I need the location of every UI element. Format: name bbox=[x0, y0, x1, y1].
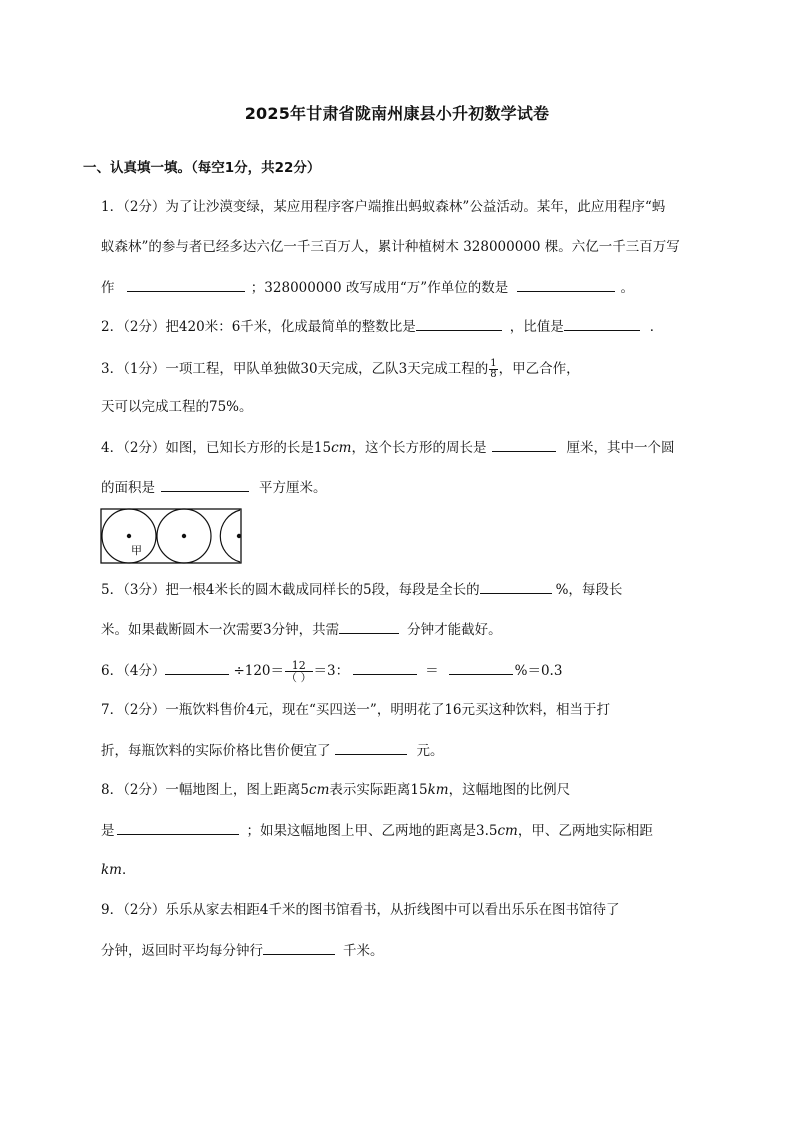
q8-text-d: 是 bbox=[101, 823, 115, 839]
q8-unit-3: cm bbox=[497, 823, 518, 839]
q8-unit-2: km bbox=[427, 782, 449, 798]
figure-svg bbox=[100, 508, 245, 564]
q9-line1: 9．（2分）乐乐从家去相距4千米的图书馆看书，从折线图中可以看出乐乐在图书馆待了 bbox=[101, 902, 620, 918]
q8-text-g: ． bbox=[121, 862, 136, 878]
q5-blank-1[interactable] bbox=[480, 580, 552, 594]
q1-text-b: ；328000000 改写成用“万”作单位的数是 bbox=[250, 280, 509, 296]
q5-text-c: 米。如果截断圆木一次需要3分钟，共需 bbox=[101, 622, 340, 638]
q6-text-a: 6．（4分） bbox=[101, 663, 166, 679]
q8-text-e: ；如果这幅地图上甲、乙两地的距离是3.5 bbox=[246, 823, 498, 839]
section-heading: 一、认真填一填。（每空1分，共22分） bbox=[83, 160, 321, 176]
q8-text-f: ，甲、乙两地实际相距 bbox=[517, 823, 653, 839]
q4-blank-1[interactable] bbox=[492, 438, 556, 452]
q1-text-a: 作 bbox=[101, 280, 115, 296]
q8-blank-1[interactable] bbox=[117, 821, 239, 835]
q6-frac-den: （ ） bbox=[286, 671, 312, 684]
q4-line1 bbox=[101, 438, 674, 457]
q3-frac-den: 8 bbox=[490, 369, 497, 380]
q4-text-a: 4．（2分）如图，已知长方形的长是15 bbox=[101, 440, 332, 456]
q7-line1: 7．（2分）一瓶饮料售价4元，现在“买四送一”，明明花了16元买这种饮料，相当于打 bbox=[101, 702, 610, 718]
q8-unit-1: cm bbox=[309, 782, 330, 798]
q4-text-d: 的面积是 bbox=[101, 480, 155, 496]
q5-text-b: %，每段长 bbox=[555, 582, 623, 598]
q8-line3 bbox=[101, 861, 135, 879]
q8-text-c: ，这幅地图的比例尺 bbox=[448, 782, 571, 798]
figure-center-2 bbox=[182, 534, 186, 538]
q6-blank-3[interactable] bbox=[449, 661, 513, 675]
q8-text-b: 表示实际距离15 bbox=[329, 782, 428, 798]
q1-line3 bbox=[101, 278, 634, 297]
q5-line2 bbox=[101, 620, 502, 639]
q2-text-c: ． bbox=[649, 319, 664, 335]
q6-blank-2[interactable] bbox=[353, 661, 417, 675]
q4-text-e: 平方厘米。 bbox=[259, 480, 327, 496]
q9-text-b: 千米。 bbox=[343, 943, 384, 959]
q8-text-a: 8．（2分）一幅地图上，图上距离5 bbox=[101, 782, 310, 798]
page-title: 2025年甘肃省陇南州康县小升初数学试卷 bbox=[244, 104, 550, 123]
q6-frac-num: 12 bbox=[285, 660, 313, 672]
q1-line1: 1．（2分）为了让沙漠变绿，某应用程序客户端推出蚂蚁森林”公益活动。某年，此应用程序“蚂 bbox=[101, 199, 666, 215]
q8-line2 bbox=[101, 821, 653, 840]
q6-text-c: ＝3： bbox=[313, 663, 350, 679]
q4-text-b: ，这个长方形的周长是 bbox=[351, 440, 487, 456]
q3-frac-num: 1 bbox=[490, 358, 497, 369]
q7-blank-1[interactable] bbox=[335, 741, 407, 755]
q3-line1 bbox=[101, 359, 580, 380]
q4-text-c: 厘米，其中一个圆 bbox=[566, 440, 675, 456]
q7-text-b: 元。 bbox=[416, 743, 444, 759]
q6-fraction bbox=[285, 660, 313, 683]
q6-text-d: ＝ bbox=[425, 663, 439, 679]
q2-blank-2[interactable] bbox=[564, 317, 640, 331]
figure-center-1 bbox=[127, 534, 131, 538]
q6-blank-1[interactable] bbox=[165, 661, 229, 675]
q7-line2 bbox=[101, 741, 444, 760]
q1-blank-1[interactable] bbox=[127, 278, 245, 292]
q8-unit-4: km bbox=[101, 862, 122, 878]
q5-line1 bbox=[101, 580, 622, 599]
figure-center-3 bbox=[237, 534, 241, 538]
q3-line2: 天可以完成工程的75%。 bbox=[101, 399, 253, 415]
q5-text-a: 5．（3分）把一根4米长的圆木截成同样长的5段，每段是全长的 bbox=[101, 582, 480, 598]
q9-blank-1[interactable] bbox=[263, 941, 335, 955]
q2-line1 bbox=[101, 317, 663, 336]
q1-text-c: 。 bbox=[620, 280, 634, 296]
q6-text-b: ÷120＝ bbox=[233, 663, 285, 679]
q6-text-e: %＝0.3 bbox=[514, 663, 563, 679]
q1-blank-2[interactable] bbox=[517, 278, 615, 292]
q7-text-a: 折，每瓶饮料的实际价格比售价便宜了 bbox=[101, 743, 331, 759]
q3-text-b: ，甲乙合作， bbox=[498, 361, 580, 377]
q4-line2 bbox=[101, 478, 327, 497]
q3-fraction bbox=[489, 359, 497, 380]
q4-blank-2[interactable] bbox=[161, 478, 249, 492]
q2-blank-1[interactable] bbox=[416, 317, 502, 331]
q4-unit: cm bbox=[331, 440, 352, 456]
q9-text-a: 分钟，返回时平均每分钟行 bbox=[101, 943, 263, 959]
q2-text-a: 2．（2分）把420米：6千米，化成最简单的整数比是 bbox=[101, 319, 416, 335]
figure-label: 甲 bbox=[131, 544, 142, 557]
q5-blank-2[interactable] bbox=[339, 620, 399, 634]
q9-line2 bbox=[101, 941, 384, 960]
q1-line2: 蚁森林”的参与者已经多达六亿一千三百万人，累计种植树木 328000000 棵。六亿一千三百万写 bbox=[101, 239, 680, 255]
q3-text-a: 3．（1分）一项工程，甲队单独做30天完成，乙队3天完成工程的 bbox=[101, 361, 489, 377]
q8-line1 bbox=[101, 781, 570, 799]
rectangle-circles-figure bbox=[100, 508, 245, 568]
q2-text-b: ，比值是 bbox=[509, 319, 564, 335]
q5-text-d: 分钟才能截好。 bbox=[407, 622, 502, 638]
q6-line1 bbox=[101, 660, 562, 683]
